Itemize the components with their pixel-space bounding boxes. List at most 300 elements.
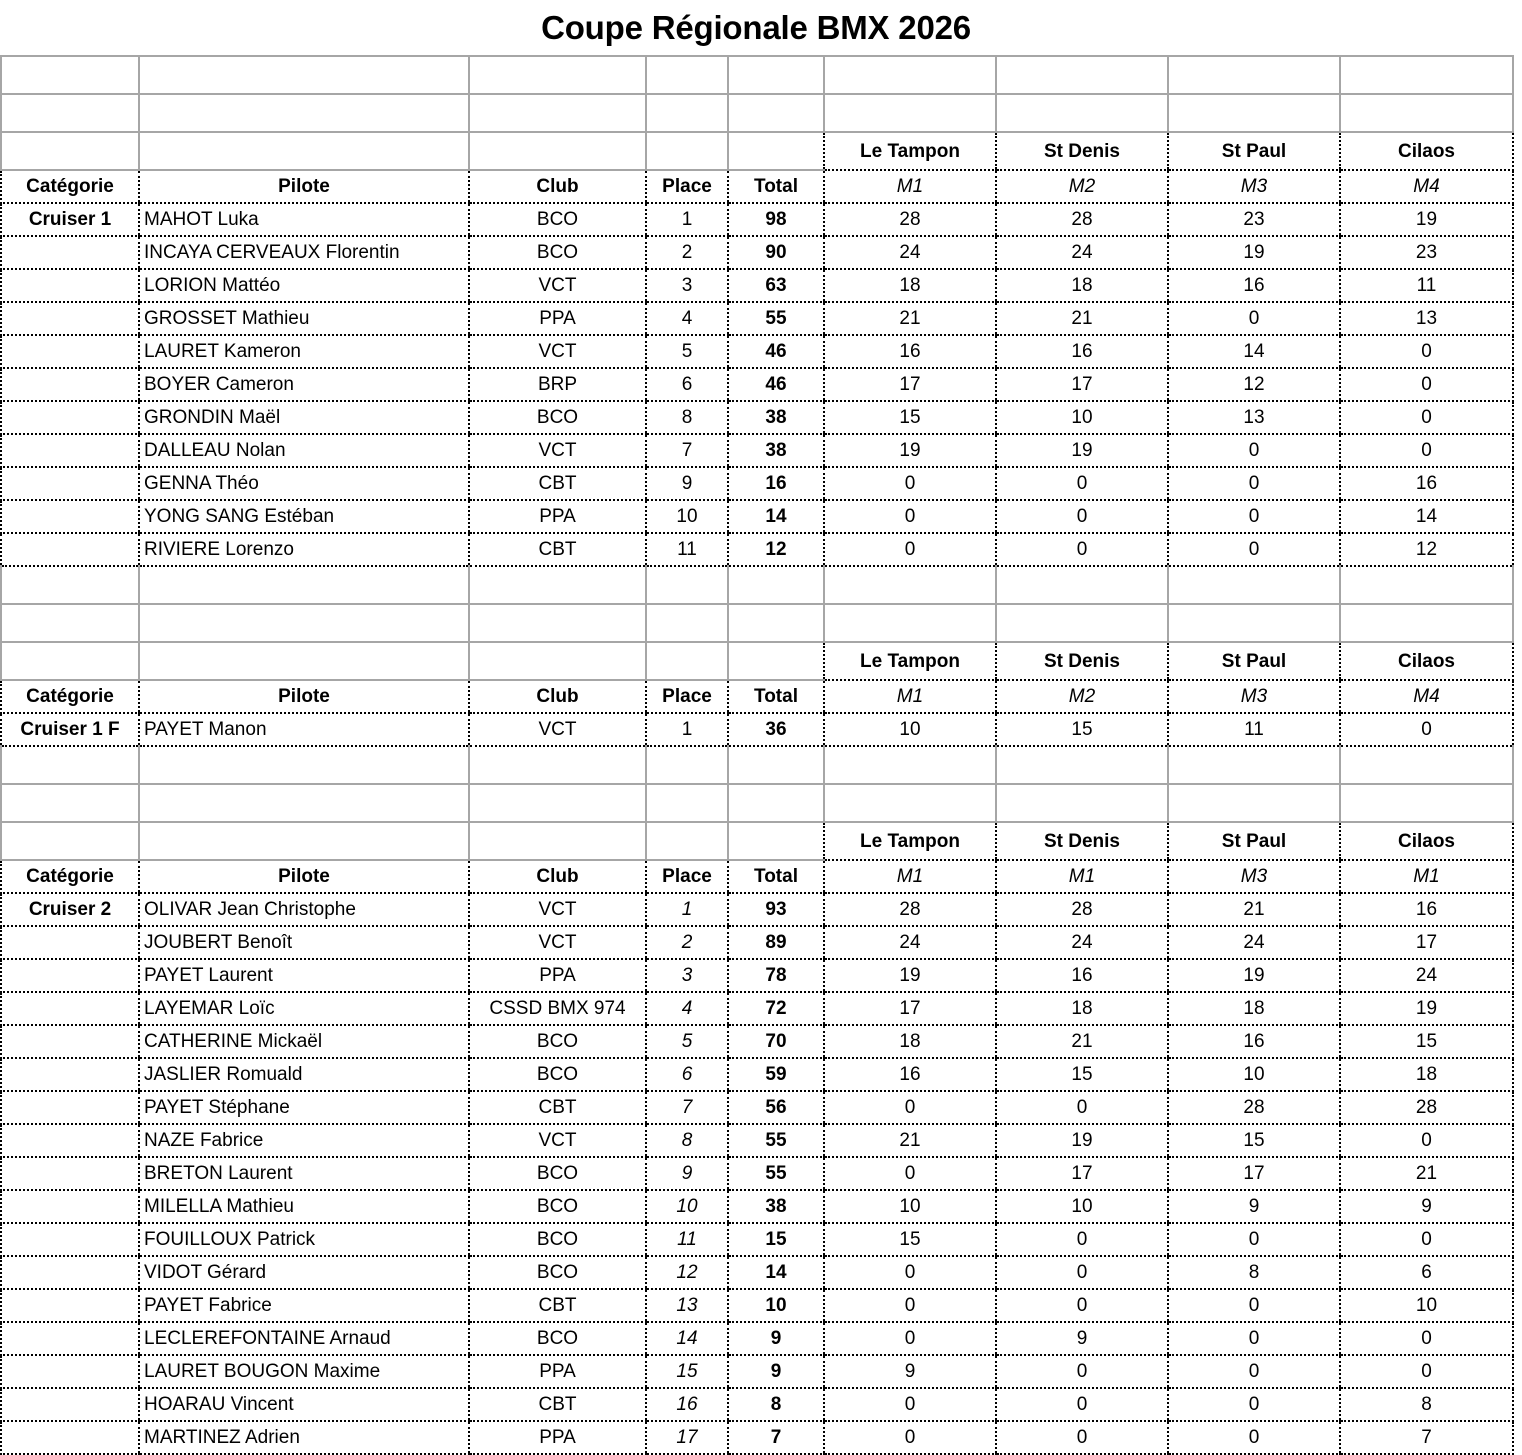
- cell-total: 55: [728, 302, 824, 335]
- cell-score-m4: 0: [1340, 401, 1513, 434]
- cell-pilote: LAURET Kameron: [139, 335, 469, 368]
- empty-cell: [1340, 784, 1513, 822]
- column-header-club: Club: [469, 170, 646, 203]
- table-row: [1, 1124, 1513, 1157]
- empty-cell: [728, 132, 824, 170]
- cell-score-m1: 24: [824, 926, 996, 959]
- cell-score-m2: 0: [996, 1388, 1168, 1421]
- cell-pilote: RIVIERE Lorenzo: [139, 533, 469, 566]
- manche-header-3: M3: [1168, 170, 1340, 203]
- cell-total: 16: [728, 467, 824, 500]
- table-row: [1, 302, 1513, 335]
- table-row: [1, 533, 1513, 566]
- cell-score-m1: 16: [824, 335, 996, 368]
- cell-club: CBT: [469, 1289, 646, 1322]
- cell-total: 38: [728, 401, 824, 434]
- manche-header-1: M1: [824, 170, 996, 203]
- column-header-total: Total: [728, 170, 824, 203]
- cell-categorie: [1, 1190, 139, 1223]
- empty-cell: [728, 642, 824, 680]
- empty-cell: [646, 94, 728, 132]
- empty-cell: [1340, 746, 1513, 784]
- cell-score-m3: 0: [1168, 1388, 1340, 1421]
- cell-score-m3: 0: [1168, 1322, 1340, 1355]
- empty-cell: [1168, 784, 1340, 822]
- cell-club: BCO: [469, 203, 646, 236]
- empty-cell: [1168, 94, 1340, 132]
- cell-score-m3: 11: [1168, 713, 1340, 746]
- cell-club: PPA: [469, 1421, 646, 1454]
- table-row: [1, 1322, 1513, 1355]
- table-row: [1, 368, 1513, 401]
- cell-score-m4: 8: [1340, 1388, 1513, 1421]
- cell-total: 70: [728, 1025, 824, 1058]
- cell-score-m3: 19: [1168, 959, 1340, 992]
- empty-cell: [139, 822, 469, 860]
- cell-score-m2: 19: [996, 1124, 1168, 1157]
- cell-score-m3: 24: [1168, 926, 1340, 959]
- cell-categorie: [1, 533, 139, 566]
- cell-club: VCT: [469, 893, 646, 926]
- cell-score-m3: 14: [1168, 335, 1340, 368]
- empty-cell: [469, 822, 646, 860]
- empty-cell: [1, 746, 139, 784]
- column-header-pilote: Pilote: [139, 680, 469, 713]
- empty-cell: [824, 604, 996, 642]
- cell-place: 11: [646, 1223, 728, 1256]
- cell-score-m1: 9: [824, 1355, 996, 1388]
- venue-header-3: St Paul: [1168, 822, 1340, 860]
- cell-score-m1: 17: [824, 368, 996, 401]
- cell-score-m4: 0: [1340, 1223, 1513, 1256]
- cell-total: 38: [728, 434, 824, 467]
- cell-score-m3: 16: [1168, 1025, 1340, 1058]
- empty-cell: [824, 784, 996, 822]
- cell-pilote: BRETON Laurent: [139, 1157, 469, 1190]
- cell-pilote: PAYET Laurent: [139, 959, 469, 992]
- empty-cell: [469, 566, 646, 604]
- empty-cell: [1340, 604, 1513, 642]
- cell-score-m3: 0: [1168, 467, 1340, 500]
- cell-categorie: [1, 1289, 139, 1322]
- cell-score-m1: 21: [824, 302, 996, 335]
- cell-categorie: Cruiser 1: [1, 203, 139, 236]
- cell-score-m1: 28: [824, 893, 996, 926]
- cell-place: 16: [646, 1388, 728, 1421]
- cell-score-m2: 24: [996, 236, 1168, 269]
- cell-categorie: [1, 467, 139, 500]
- empty-grid-row: [1, 604, 1513, 642]
- empty-cell: [1, 784, 139, 822]
- empty-cell: [996, 56, 1168, 94]
- venue-header-2: St Denis: [996, 822, 1168, 860]
- table-row: [1, 1289, 1513, 1322]
- cell-score-m1: 19: [824, 434, 996, 467]
- cell-score-m3: 0: [1168, 302, 1340, 335]
- cell-score-m2: 0: [996, 1421, 1168, 1454]
- empty-cell: [1, 94, 139, 132]
- column-header-total: Total: [728, 680, 824, 713]
- empty-grid-row: [1, 94, 1513, 132]
- cell-score-m3: 19: [1168, 236, 1340, 269]
- cell-score-m2: 9: [996, 1322, 1168, 1355]
- cell-place: 17: [646, 1421, 728, 1454]
- cell-score-m2: 0: [996, 533, 1168, 566]
- cell-score-m2: 17: [996, 368, 1168, 401]
- empty-cell: [469, 132, 646, 170]
- column-header-categorie: Catégorie: [1, 170, 139, 203]
- empty-cell: [1168, 566, 1340, 604]
- empty-cell: [1, 822, 139, 860]
- empty-cell: [469, 94, 646, 132]
- empty-cell: [824, 566, 996, 604]
- cell-score-m4: 21: [1340, 1157, 1513, 1190]
- table-row: [1, 500, 1513, 533]
- column-header-row: [1, 170, 1513, 203]
- manche-header-2: M2: [996, 170, 1168, 203]
- cell-score-m1: 18: [824, 1025, 996, 1058]
- cell-score-m3: 9: [1168, 1190, 1340, 1223]
- table-row: [1, 1223, 1513, 1256]
- cell-categorie: [1, 1124, 139, 1157]
- cell-score-m2: 0: [996, 1091, 1168, 1124]
- cell-place: 10: [646, 500, 728, 533]
- cell-score-m4: 0: [1340, 368, 1513, 401]
- cell-score-m3: 8: [1168, 1256, 1340, 1289]
- empty-cell: [996, 566, 1168, 604]
- cell-total: 12: [728, 533, 824, 566]
- cell-categorie: [1, 1355, 139, 1388]
- table-row: [1, 1058, 1513, 1091]
- table-row: [1, 1157, 1513, 1190]
- cell-score-m1: 0: [824, 1256, 996, 1289]
- cell-categorie: [1, 926, 139, 959]
- cell-place: 14: [646, 1322, 728, 1355]
- cell-score-m4: 0: [1340, 434, 1513, 467]
- cell-score-m4: 10: [1340, 1289, 1513, 1322]
- cell-total: 9: [728, 1355, 824, 1388]
- cell-pilote: GRONDIN Maël: [139, 401, 469, 434]
- cell-pilote: JOUBERT Benoît: [139, 926, 469, 959]
- cell-score-m2: 21: [996, 1025, 1168, 1058]
- venue-header-4: Cilaos: [1340, 642, 1513, 680]
- cell-total: 55: [728, 1157, 824, 1190]
- cell-score-m4: 0: [1340, 1124, 1513, 1157]
- cell-score-m1: 28: [824, 203, 996, 236]
- cell-club: VCT: [469, 713, 646, 746]
- cell-score-m1: 0: [824, 1421, 996, 1454]
- cell-pilote: DALLEAU Nolan: [139, 434, 469, 467]
- empty-cell: [1, 132, 139, 170]
- cell-club: BRP: [469, 368, 646, 401]
- empty-cell: [646, 604, 728, 642]
- table-row: [1, 1421, 1513, 1454]
- table-row: [1, 203, 1513, 236]
- table-row: [1, 1025, 1513, 1058]
- cell-categorie: [1, 1256, 139, 1289]
- empty-cell: [1340, 566, 1513, 604]
- cell-club: PPA: [469, 500, 646, 533]
- manche-header-4: M1: [1340, 860, 1513, 893]
- cell-categorie: [1, 434, 139, 467]
- cell-total: 72: [728, 992, 824, 1025]
- cell-place: 15: [646, 1355, 728, 1388]
- empty-cell: [139, 746, 469, 784]
- cell-total: 93: [728, 893, 824, 926]
- empty-cell: [469, 642, 646, 680]
- cell-club: BCO: [469, 1223, 646, 1256]
- table-row: [1, 926, 1513, 959]
- cell-score-m3: 28: [1168, 1091, 1340, 1124]
- cell-score-m3: 23: [1168, 203, 1340, 236]
- column-header-categorie: Catégorie: [1, 860, 139, 893]
- cell-score-m1: 24: [824, 236, 996, 269]
- cell-score-m3: 16: [1168, 269, 1340, 302]
- venue-header-3: St Paul: [1168, 132, 1340, 170]
- cell-score-m2: 0: [996, 1289, 1168, 1322]
- cell-categorie: [1, 500, 139, 533]
- cell-score-m3: 15: [1168, 1124, 1340, 1157]
- cell-pilote: PAYET Manon: [139, 713, 469, 746]
- table-row: [1, 236, 1513, 269]
- cell-pilote: PAYET Fabrice: [139, 1289, 469, 1322]
- cell-score-m4: 0: [1340, 335, 1513, 368]
- manche-header-4: M4: [1340, 170, 1513, 203]
- cell-club: VCT: [469, 434, 646, 467]
- cell-pilote: CATHERINE Mickaël: [139, 1025, 469, 1058]
- manche-header-3: M3: [1168, 680, 1340, 713]
- cell-score-m2: 0: [996, 500, 1168, 533]
- table-row: [1, 1190, 1513, 1223]
- cell-club: CSSD BMX 974: [469, 992, 646, 1025]
- cell-score-m4: 9: [1340, 1190, 1513, 1223]
- cell-score-m2: 10: [996, 401, 1168, 434]
- cell-categorie: [1, 1058, 139, 1091]
- venue-header-4: Cilaos: [1340, 822, 1513, 860]
- cell-pilote: JASLIER Romuald: [139, 1058, 469, 1091]
- manche-header-1: M1: [824, 860, 996, 893]
- cell-pilote: MILELLA Mathieu: [139, 1190, 469, 1223]
- cell-score-m2: 21: [996, 302, 1168, 335]
- cell-place: 4: [646, 992, 728, 1025]
- cell-score-m4: 14: [1340, 500, 1513, 533]
- cell-total: 89: [728, 926, 824, 959]
- cell-total: 55: [728, 1124, 824, 1157]
- cell-pilote: GENNA Théo: [139, 467, 469, 500]
- empty-cell: [728, 604, 824, 642]
- table-row: [1, 992, 1513, 1025]
- cell-score-m4: 28: [1340, 1091, 1513, 1124]
- cell-place: 6: [646, 1058, 728, 1091]
- cell-total: 15: [728, 1223, 824, 1256]
- cell-categorie: [1, 1223, 139, 1256]
- column-header-row: [1, 860, 1513, 893]
- cell-score-m2: 19: [996, 434, 1168, 467]
- empty-grid-row: [1, 566, 1513, 604]
- cell-score-m1: 18: [824, 269, 996, 302]
- empty-grid-row: [1, 784, 1513, 822]
- venue-header-1: Le Tampon: [824, 642, 996, 680]
- cell-place: 3: [646, 959, 728, 992]
- cell-score-m4: 13: [1340, 302, 1513, 335]
- cell-score-m3: 0: [1168, 1289, 1340, 1322]
- empty-cell: [646, 566, 728, 604]
- cell-categorie: [1, 959, 139, 992]
- cell-score-m4: 16: [1340, 893, 1513, 926]
- standings-table: [0, 55, 1514, 1455]
- venue-header-row: [1, 642, 1513, 680]
- manche-header-2: M2: [996, 680, 1168, 713]
- cell-score-m1: 0: [824, 1157, 996, 1190]
- cell-place: 8: [646, 401, 728, 434]
- cell-score-m1: 19: [824, 959, 996, 992]
- table-row: [1, 959, 1513, 992]
- empty-cell: [824, 94, 996, 132]
- cell-score-m3: 0: [1168, 1355, 1340, 1388]
- cell-place: 8: [646, 1124, 728, 1157]
- cell-total: 59: [728, 1058, 824, 1091]
- cell-categorie: Cruiser 1 F: [1, 713, 139, 746]
- cell-place: 1: [646, 893, 728, 926]
- cell-place: 3: [646, 269, 728, 302]
- empty-cell: [139, 56, 469, 94]
- page-title: Coupe Régionale BMX 2026: [541, 8, 971, 46]
- cell-score-m1: 17: [824, 992, 996, 1025]
- cell-club: BCO: [469, 1190, 646, 1223]
- cell-categorie: [1, 1322, 139, 1355]
- venue-header-1: Le Tampon: [824, 822, 996, 860]
- cell-score-m2: 28: [996, 893, 1168, 926]
- empty-cell: [728, 784, 824, 822]
- cell-score-m3: 0: [1168, 1421, 1340, 1454]
- empty-cell: [824, 746, 996, 784]
- cell-score-m4: 0: [1340, 1355, 1513, 1388]
- cell-score-m2: 18: [996, 992, 1168, 1025]
- cell-score-m1: 0: [824, 1388, 996, 1421]
- cell-score-m4: 18: [1340, 1058, 1513, 1091]
- cell-total: 56: [728, 1091, 824, 1124]
- cell-score-m3: 13: [1168, 401, 1340, 434]
- cell-club: BCO: [469, 1058, 646, 1091]
- cell-club: PPA: [469, 959, 646, 992]
- cell-score-m1: 15: [824, 1223, 996, 1256]
- cell-pilote: LAYEMAR Loïc: [139, 992, 469, 1025]
- table-row: [1, 1355, 1513, 1388]
- empty-cell: [996, 746, 1168, 784]
- cell-place: 7: [646, 434, 728, 467]
- cell-categorie: [1, 1421, 139, 1454]
- venue-header-2: St Denis: [996, 642, 1168, 680]
- empty-cell: [646, 132, 728, 170]
- standings-body: [1, 56, 1513, 1454]
- cell-score-m4: 11: [1340, 269, 1513, 302]
- cell-score-m2: 15: [996, 1058, 1168, 1091]
- cell-place: 2: [646, 236, 728, 269]
- cell-place: 2: [646, 926, 728, 959]
- document-title-row: [0, 0, 1512, 55]
- cell-categorie: [1, 302, 139, 335]
- venue-header-3: St Paul: [1168, 642, 1340, 680]
- empty-cell: [1, 566, 139, 604]
- column-header-club: Club: [469, 860, 646, 893]
- venue-header-row: [1, 132, 1513, 170]
- cell-place: 5: [646, 335, 728, 368]
- cell-place: 5: [646, 1025, 728, 1058]
- cell-score-m3: 0: [1168, 1223, 1340, 1256]
- venue-header-4: Cilaos: [1340, 132, 1513, 170]
- empty-cell: [728, 56, 824, 94]
- empty-cell: [728, 822, 824, 860]
- cell-score-m1: 0: [824, 500, 996, 533]
- empty-cell: [139, 132, 469, 170]
- empty-cell: [139, 566, 469, 604]
- venue-header-1: Le Tampon: [824, 132, 996, 170]
- empty-cell: [1168, 746, 1340, 784]
- cell-categorie: Cruiser 2: [1, 893, 139, 926]
- empty-cell: [1168, 56, 1340, 94]
- cell-score-m1: 16: [824, 1058, 996, 1091]
- empty-cell: [469, 784, 646, 822]
- cell-pilote: LORION Mattéo: [139, 269, 469, 302]
- cell-score-m2: 10: [996, 1190, 1168, 1223]
- empty-grid-row: [1, 56, 1513, 94]
- column-header-categorie: Catégorie: [1, 680, 139, 713]
- manche-header-3: M3: [1168, 860, 1340, 893]
- cell-score-m3: 0: [1168, 500, 1340, 533]
- cell-place: 11: [646, 533, 728, 566]
- venue-header-2: St Denis: [996, 132, 1168, 170]
- table-row: [1, 713, 1513, 746]
- cell-pilote: INCAYA CERVEAUX Florentin: [139, 236, 469, 269]
- cell-score-m3: 12: [1168, 368, 1340, 401]
- cell-total: 14: [728, 1256, 824, 1289]
- empty-cell: [1, 56, 139, 94]
- cell-score-m3: 21: [1168, 893, 1340, 926]
- column-header-place: Place: [646, 170, 728, 203]
- manche-header-2: M1: [996, 860, 1168, 893]
- cell-categorie: [1, 368, 139, 401]
- cell-score-m2: 0: [996, 467, 1168, 500]
- empty-cell: [646, 746, 728, 784]
- cell-score-m3: 18: [1168, 992, 1340, 1025]
- cell-score-m2: 15: [996, 713, 1168, 746]
- cell-pilote: GROSSET Mathieu: [139, 302, 469, 335]
- table-row: [1, 269, 1513, 302]
- cell-place: 13: [646, 1289, 728, 1322]
- cell-pilote: BOYER Cameron: [139, 368, 469, 401]
- cell-club: VCT: [469, 1124, 646, 1157]
- empty-cell: [469, 56, 646, 94]
- cell-categorie: [1, 992, 139, 1025]
- cell-pilote: HOARAU Vincent: [139, 1388, 469, 1421]
- empty-cell: [139, 642, 469, 680]
- cell-categorie: [1, 1157, 139, 1190]
- cell-total: 38: [728, 1190, 824, 1223]
- cell-club: BCO: [469, 1157, 646, 1190]
- cell-score-m1: 0: [824, 1322, 996, 1355]
- cell-score-m3: 0: [1168, 533, 1340, 566]
- cell-place: 1: [646, 203, 728, 236]
- cell-score-m4: 23: [1340, 236, 1513, 269]
- empty-cell: [139, 94, 469, 132]
- cell-pilote: FOUILLOUX Patrick: [139, 1223, 469, 1256]
- cell-club: BCO: [469, 1256, 646, 1289]
- cell-place: 6: [646, 368, 728, 401]
- cell-score-m2: 16: [996, 959, 1168, 992]
- empty-cell: [1340, 94, 1513, 132]
- cell-club: BCO: [469, 1322, 646, 1355]
- cell-categorie: [1, 269, 139, 302]
